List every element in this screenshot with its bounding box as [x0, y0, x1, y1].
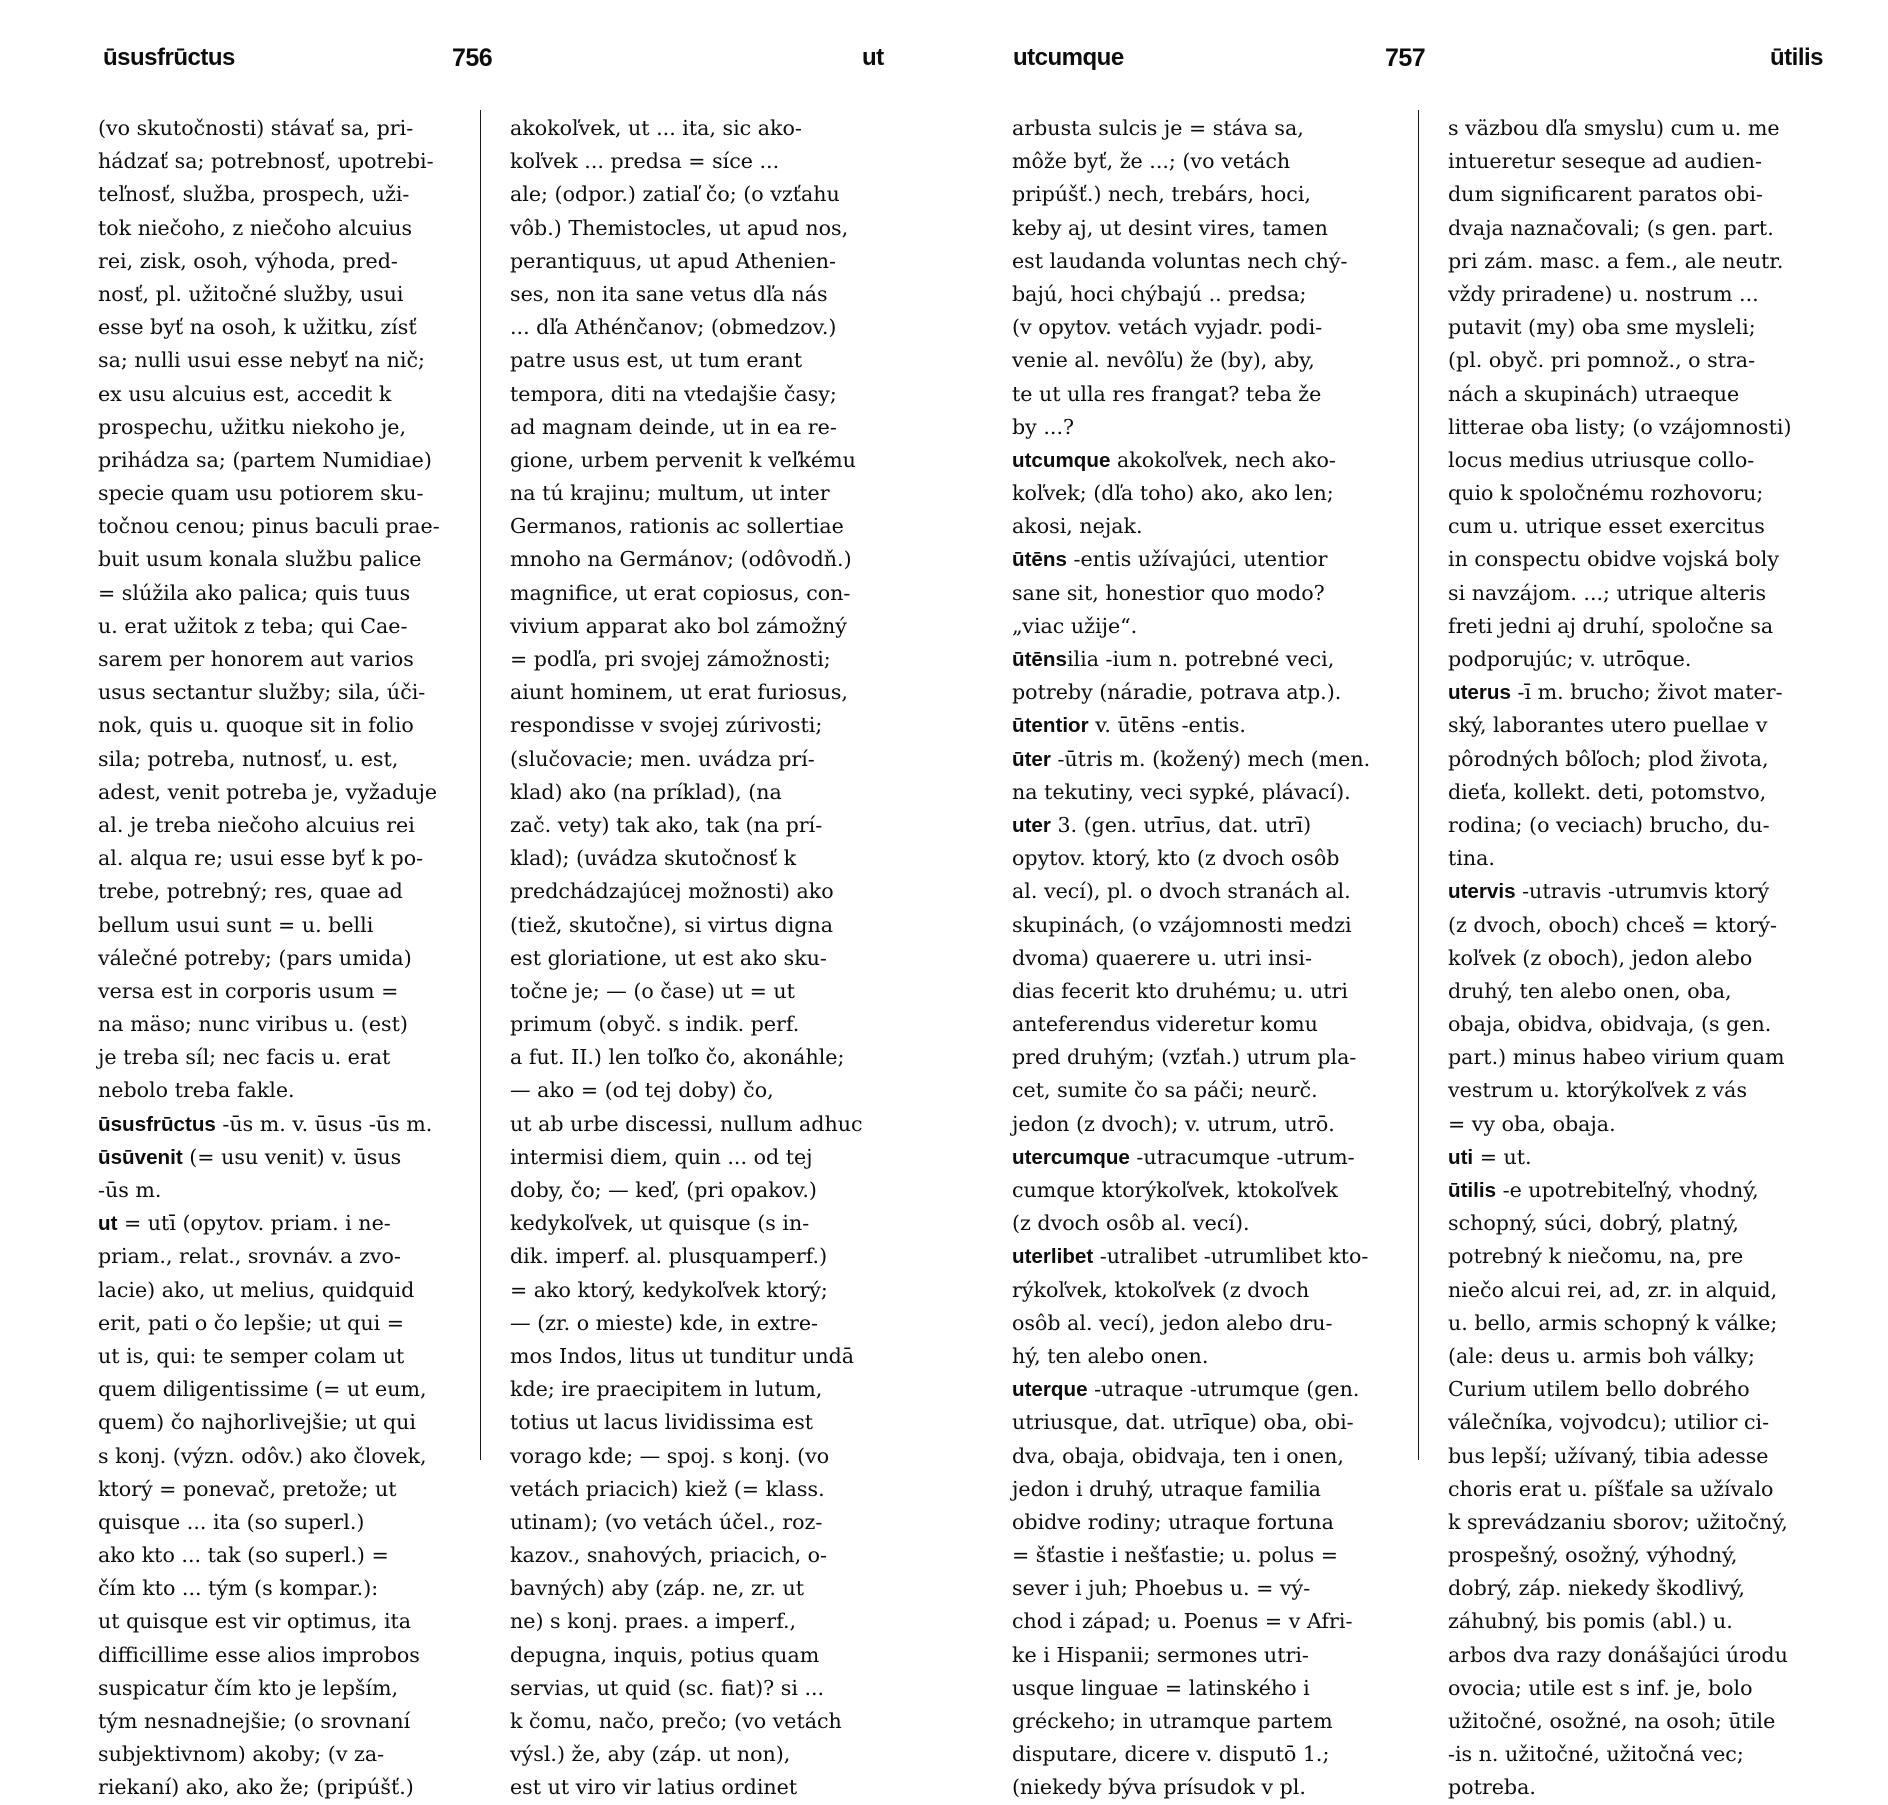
dictionary-line: depugna, inquis, potius quam	[510, 1642, 820, 1667]
dictionary-line: potreby (náradie, potrava atp.).	[1012, 680, 1342, 705]
dictionary-line: schopný, súci, dobrý, platný,	[1448, 1211, 1739, 1236]
dictionary-line: = slúžila ako palica; quis tuus	[98, 580, 411, 605]
dictionary-line: versa est in corporis usum =	[98, 978, 399, 1003]
dictionary-line: patre usus est, ut tum erant	[510, 348, 803, 373]
dictionary-line: erit, pati o čo lepšie; ut qui =	[98, 1310, 404, 1335]
dictionary-line: primum (obyč. s indik. perf.	[510, 1012, 800, 1037]
dictionary-line: te ut ulla res frangat? teba že	[1012, 381, 1322, 406]
headword: ūtēns	[1012, 548, 1067, 572]
dictionary-line: = ako ktorý, kedykoľvek ktorý;	[510, 1277, 828, 1302]
dictionary-line: dvoma) quaerere u. utri insi-	[1012, 945, 1312, 970]
dictionary-line: dik. imperf. al. plusquamperf.)	[510, 1244, 828, 1269]
dictionary-line: ut is, qui: te semper colam ut	[98, 1343, 405, 1368]
entry-text: (= usu venit) v. ūsus	[182, 1144, 402, 1169]
entry-text: = ut.	[1473, 1144, 1532, 1169]
dictionary-line: = šťastie i nešťastie; u. polus =	[1012, 1543, 1339, 1568]
dictionary-line	[1448, 875, 1843, 908]
dictionary-line	[1012, 1373, 1407, 1406]
column-2	[510, 112, 905, 1805]
dictionary-line: ke i Hispanii; sermones utri-	[1012, 1642, 1309, 1667]
dictionary-line	[1012, 809, 1407, 842]
entry-text: -utravis -utrumvis ktorý	[1515, 879, 1770, 904]
headword: uter	[1012, 813, 1051, 837]
dictionary-line: sarem per honorem aut varios	[98, 647, 414, 671]
dictionary-line	[98, 1108, 493, 1141]
dictionary-line: u. erat užitok z teba; qui Cae-	[98, 613, 408, 638]
dictionary-line: jedon (z dvoch); v. utrum, utrō.	[1012, 1111, 1335, 1136]
headword: ūtentior	[1012, 714, 1089, 738]
dictionary-line: nok, quis u. quoque sit in folio	[98, 713, 414, 738]
column-3	[1012, 112, 1407, 1805]
dictionary-line: quem) čo najhorlivejšie; ut qui	[98, 1410, 416, 1435]
dictionary-line: keby aj, ut desint vires, tamen	[1012, 215, 1328, 240]
dictionary-line: (tiež, skutočne), si virtus digna	[510, 912, 834, 937]
dictionary-line: ktorý = ponevač, pretože; ut	[98, 1476, 397, 1501]
dictionary-line: subjektivnom) akoby; (v za-	[98, 1742, 385, 1767]
dictionary-line: = vy oba, obaja.	[1448, 1111, 1616, 1136]
dictionary-line: na mäso; nunc viribus u. (est)	[98, 1012, 408, 1037]
dictionary-line	[98, 1207, 493, 1240]
headword: utcumque	[1012, 448, 1111, 472]
dictionary-line: klad); (uvádza skutočnosť k	[510, 846, 797, 871]
dictionary-line: výsl.) že, aby (záp. ut non),	[510, 1742, 791, 1767]
dictionary-line: pred druhým; (vzťah.) utrum pla-	[1012, 1045, 1357, 1070]
dictionary-line: ale; (odpor.) zatiaľ čo; (o vzťahu	[510, 182, 840, 207]
dictionary-line: trebe, potrebný; res, quae ad	[98, 879, 403, 904]
entry-text: -ī m. brucho; život mater-	[1510, 680, 1783, 705]
dictionary-line: u. bello, armis schopný k válke;	[1448, 1310, 1778, 1335]
dictionary-line: litterae oba listy; (o vzájomnosti)	[1448, 414, 1792, 439]
left-page-number: 756	[452, 44, 493, 72]
dictionary-line: servias, ut quid (sc. fiat)? si ...	[510, 1675, 825, 1700]
headword: ūtilis	[1448, 1179, 1497, 1202]
dictionary-line: disputare, dicere v. disputō 1.;	[1012, 1742, 1330, 1767]
dictionary-line: arbusta sulcis je = stáva sa,	[1012, 116, 1304, 140]
dictionary-line: chod i západ; u. Poenus = v Afri-	[1012, 1609, 1353, 1634]
dictionary-line: prospechu, užitku niekoho je,	[98, 414, 407, 439]
dictionary-line: kazov., snahových, priacich, o-	[510, 1543, 828, 1568]
dictionary-line: prihádza sa; (partem Numidiae)	[98, 447, 432, 472]
dictionary-line: mnoho na Germánov; (odôvodň.)	[510, 547, 852, 572]
dictionary-line: gréckeho; in utramque partem	[1012, 1709, 1333, 1733]
dictionary-line: dvaja naznačovali; (s gen. part.	[1448, 215, 1774, 240]
dictionary-line: quem diligentissime (= ut eum,	[98, 1377, 427, 1402]
dictionary-line: ský, laborantes utero puellae v	[1448, 713, 1768, 738]
dictionary-line: klad) ako (na príklad), (na	[510, 779, 782, 804]
dictionary-line: na tú krajinu; multum, ut inter	[510, 481, 830, 506]
dictionary-line: obidve rodiny; utraque fortuna	[1012, 1509, 1334, 1534]
entry-text: = utī (opytov. priam. i ne-	[117, 1211, 391, 1236]
dictionary-line: na tekutiny, veci sypké, plávací).	[1012, 779, 1351, 804]
dictionary-line: kde; ire praecipitem in lutum,	[510, 1377, 823, 1402]
dictionary-line: vorago kde; — spoj. s konj. (vo	[510, 1443, 830, 1468]
entry-text: v. ūtēns -entis.	[1088, 713, 1246, 738]
dictionary-line: ut quisque est vir optimus, ita	[98, 1609, 412, 1634]
dictionary-line: magnifice, ut erat copiosus, con-	[510, 580, 851, 605]
dictionary-line: skupinách, (o vzájomnosti medzi	[1012, 912, 1352, 937]
dictionary-line: akokoľvek, ut ... ita, sic ako-	[510, 116, 802, 140]
dictionary-line: (z dvoch osôb al. vecí).	[1012, 1211, 1250, 1236]
dictionary-line: ne) s konj. praes. a imperf.,	[510, 1609, 797, 1634]
dictionary-line: dieťa, kollekt. deti, potomstvo,	[1448, 779, 1767, 804]
dictionary-line: rodina; (o veciach) brucho, du-	[1448, 812, 1770, 837]
dictionary-line: usque linguae = latinského i	[1012, 1675, 1310, 1700]
entry-text: -utracumque -utrum-	[1129, 1144, 1355, 1169]
dictionary-line: (ale: deus u. armis boh války;	[1448, 1343, 1755, 1368]
dictionary-line: buit usum konala službu palice	[98, 547, 422, 572]
dictionary-line: rýkoľvek, ktokoľvek (z dvoch	[1012, 1277, 1310, 1302]
dictionary-line: ut ab urbe discessi, nullum adhuc	[510, 1111, 863, 1136]
left-guide-word-first: ūsusfrūctus	[103, 44, 235, 71]
dictionary-line: (pl. obyč. pri pomnož., o stra-	[1448, 348, 1756, 373]
entry-text: -utralibet -utrumlibet kto-	[1093, 1244, 1369, 1269]
dictionary-line: hý, ten alebo onen.	[1012, 1343, 1209, 1368]
right-guide-word-last: ūtilis	[1770, 44, 1824, 71]
dictionary-line: -ūs m.	[98, 1178, 162, 1202]
right-guide-word-first: utcumque	[1013, 44, 1124, 71]
headword: uterlibet	[1012, 1245, 1094, 1269]
dictionary-line: s konj. (význ. odôv.) ako človek,	[98, 1443, 427, 1468]
dictionary-line: utinam); (vo vetách účel., roz-	[510, 1509, 823, 1534]
dictionary-line: opytov. ktorý, kto (z dvoch osôb	[1012, 846, 1340, 871]
dictionary-line: ses, non ita sane vetus dľa nás	[510, 281, 828, 306]
dictionary-line: adest, venit potreba je, vyžaduje	[98, 779, 438, 804]
headword: uti	[1448, 1145, 1474, 1169]
dictionary-line: al. je treba niečoho alcuius rei	[98, 812, 415, 837]
headword: ūtēns	[1012, 648, 1067, 671]
dictionary-line: ad magnam deinde, ut in ea re-	[510, 414, 837, 439]
dictionary-line: utriusque, dat. utrīque) oba, obi-	[1012, 1410, 1354, 1435]
dictionary-line: jedon i druhý, utraque familia	[1012, 1476, 1321, 1501]
entry-text: -ūtris m. (kožený) mech (men.	[1050, 746, 1371, 771]
dictionary-line: nách a skupinách) utraeque	[1448, 381, 1740, 406]
dictionary-line: (v opytov. vetách vyjadr. podi-	[1012, 315, 1323, 340]
dictionary-line: dias fecerit kto druhému; u. utri	[1012, 978, 1348, 1003]
dictionary-line	[1012, 444, 1407, 477]
dictionary-line: točnou cenou; pinus baculi prae-	[98, 514, 440, 539]
dictionary-line	[1012, 643, 1407, 676]
dictionary-line: užitočné, osožné, na osoh; ūtile	[1448, 1709, 1776, 1733]
dictionary-line: dobrý, záp. niekedy škodlivý,	[1448, 1576, 1745, 1601]
dictionary-line: totius ut lacus lividissima est	[510, 1410, 814, 1435]
dictionary-line: druhý, ten alebo onen, oba,	[1448, 978, 1732, 1003]
dictionary-line: k čomu, načo, prečo; (vo vetách	[510, 1709, 842, 1733]
dictionary-line: arbos dva razy donášajúci úrodu	[1448, 1642, 1788, 1667]
dictionary-line: perantiquus, ut apud Athenien-	[510, 248, 837, 273]
dictionary-line: ovocia; utile est s inf. je, bolo	[1448, 1675, 1753, 1700]
dictionary-line: cet, sumite čo sa páči; neurč.	[1012, 1078, 1318, 1103]
dictionary-line: al. vecí), pl. o dvoch stranách al.	[1012, 879, 1351, 904]
dictionary-line: specie quam usu potiorem sku-	[98, 481, 424, 506]
headword: ūsusfrūctus	[98, 1112, 216, 1136]
dictionary-line: est gloriatione, ut est ako sku-	[510, 945, 827, 970]
dictionary-line: čím kto ... tým (s kompar.):	[98, 1576, 379, 1601]
dictionary-line: niečo alcui rei, ad, zr. in alquid,	[1448, 1277, 1778, 1302]
dictionary-line: nosť, pl. užitočné služby, usui	[98, 281, 404, 306]
dictionary-line: predchádzajúcej možnosti) ako	[510, 879, 834, 904]
dictionary-line: osôb al. vecí), jedon alebo dru-	[1012, 1310, 1333, 1335]
headword: ut	[98, 1212, 118, 1236]
dictionary-line: by ...?	[1012, 414, 1075, 439]
dictionary-line: choris erat u. píšťale sa užívalo	[1448, 1476, 1774, 1501]
dictionary-line	[1012, 743, 1407, 776]
dictionary-line: ... dľa Athénčanov; (obmedzov.)	[510, 315, 837, 340]
dictionary-line: est laudanda voluntas nech chý-	[1012, 248, 1348, 273]
column-4	[1448, 112, 1843, 1805]
dictionary-line: suspicatur čím kto je lepším,	[98, 1675, 399, 1700]
dictionary-line: difficillime esse alios improbos	[98, 1642, 420, 1667]
dictionary-line	[1012, 1240, 1407, 1273]
dictionary-line: Curium utilem bello dobrého	[1448, 1377, 1750, 1402]
dictionary-line: obaja, obidva, obidvaja, (s gen.	[1448, 1012, 1772, 1037]
dictionary-line: k sprevádzaniu sborov; užitočný,	[1448, 1509, 1788, 1534]
dictionary-line: riekaní) ako, ako že; (pripúšť.)	[98, 1775, 414, 1800]
dictionary-line: sila; potreba, nutnosť, u. est,	[98, 746, 399, 771]
column-1	[98, 112, 493, 1805]
dictionary-line: respondisse v svojej zúrivosti;	[510, 713, 823, 738]
dictionary-line: -is n. užitočné, užitočná vec;	[1448, 1742, 1744, 1767]
dictionary-line: freti jedni aj druhí, spoločne sa	[1448, 613, 1774, 638]
right-page-number: 757	[1385, 44, 1426, 72]
dictionary-line: točne je; — (o čase) ut = ut	[510, 978, 795, 1003]
entry-text: ilia -ium n. potrebné veci,	[1066, 647, 1335, 671]
dictionary-line: — ako = (od tej doby) čo,	[510, 1078, 774, 1103]
dictionary-line: gione, urbem pervenit k veľkému	[510, 447, 856, 472]
dictionary-line: vestrum u. ktorýkoľvek z vás	[1448, 1078, 1748, 1103]
dictionary-line: bavných) aby (záp. ne, zr. ut	[510, 1576, 805, 1601]
headword: ūter	[1012, 747, 1051, 771]
dictionary-line: doby, čo; — keď, (pri opakov.)	[510, 1178, 817, 1202]
dictionary-line: cum u. utrique esset exercitus	[1448, 514, 1765, 539]
dictionary-line	[98, 1141, 493, 1174]
dictionary-line: pripúšť.) nech, trebárs, hoci,	[1012, 182, 1311, 207]
dictionary-line: anteferendus videretur komu	[1012, 1012, 1318, 1037]
dictionary-line: locus medius utriusque collo-	[1448, 447, 1755, 472]
dictionary-line: part.) minus habeo virium quam	[1448, 1045, 1785, 1070]
dictionary-line: ex usu alcuius est, accedit k	[98, 381, 392, 406]
dictionary-line: válečné potreby; (pars umida)	[98, 945, 412, 970]
dictionary-line	[1448, 676, 1843, 709]
dictionary-line: tempora, diti na vtedajšie časy;	[510, 381, 837, 406]
dictionary-line: usus sectantur služby; sila, úči-	[98, 680, 426, 705]
dictionary-line: prospešný, osožný, výhodný,	[1448, 1543, 1738, 1568]
dictionary-line: sane sit, honestior quo modo?	[1012, 580, 1325, 605]
dictionary-line: tým nesnadnejšie; (o srovnaní	[98, 1709, 411, 1733]
dictionary-line: si navzájom. ...; utrique alteris	[1448, 580, 1767, 605]
dictionary-line: lacie) ako, ut melius, quidquid	[98, 1277, 415, 1302]
dictionary-line: záhubný, bis pomis (abl.) u.	[1448, 1609, 1733, 1634]
dictionary-line: môže byť, že ...; (vo vetách	[1012, 149, 1291, 174]
dictionary-line: quisque ... ita (so superl.)	[98, 1509, 365, 1534]
dictionary-line: teľnosť, služba, prospech, uži-	[98, 182, 410, 207]
dictionary-line: kedykoľvek, ut quisque (s in-	[510, 1211, 810, 1236]
dictionary-line: aiunt hominem, ut erat furiosus,	[510, 680, 848, 705]
dictionary-line: putavit (my) oba sme mysleli;	[1448, 315, 1756, 340]
entry-text: -e upotrebiteľný, vhodný,	[1496, 1178, 1759, 1202]
entry-text: 3. (gen. utrīus, dat. utrī)	[1050, 812, 1312, 837]
dictionary-line: = podľa, pri svojej zámožnosti;	[510, 647, 831, 671]
dictionary-line: intueretur seseque ad audien-	[1448, 149, 1762, 174]
dictionary-line: pôrodných bôľoch; plod života,	[1448, 746, 1769, 771]
dictionary-line: dva, obaja, obidvaja, ten i onen,	[1012, 1443, 1344, 1468]
dictionary-line: — (zr. o mieste) kde, in extre-	[510, 1310, 818, 1335]
dictionary-line: vetách priacich) kiež (= klass.	[510, 1476, 825, 1501]
headword: utercumque	[1012, 1145, 1130, 1169]
dictionary-line: esse byť na osoh, k užitku, zísť	[98, 315, 417, 340]
entry-text: -ūs m. v. ūsus -ūs m.	[215, 1111, 433, 1136]
dictionary-line: je treba síl; nec facis u. erat	[98, 1045, 391, 1070]
dictionary-line: potreba.	[1448, 1775, 1536, 1800]
dictionary-line: zač. vety) tak ako, tak (na prí-	[510, 812, 823, 837]
dictionary-line: in conspectu obidve vojská boly	[1448, 547, 1779, 572]
dictionary-line: (vo skutočnosti) stávať sa, pri-	[98, 116, 414, 140]
dictionary-line: cumque ktorýkoľvek, ktokoľvek	[1012, 1178, 1338, 1202]
dictionary-line: pri zám. masc. a fem., ale neutr.	[1448, 248, 1784, 273]
headword: ūsūvenit	[98, 1145, 183, 1169]
dictionary-line	[1012, 1141, 1407, 1174]
dictionary-line: al. alqua re; usui esse byť k po-	[98, 846, 424, 871]
dictionary-line	[1448, 1141, 1843, 1174]
left-guide-word-last: ut	[862, 44, 884, 71]
dictionary-line	[1012, 709, 1407, 742]
dictionary-line	[1012, 543, 1407, 576]
dictionary-line: Germanos, rationis ac sollertiae	[510, 514, 844, 539]
dictionary-line: (niekedy býva prísudok v pl.	[1012, 1775, 1306, 1800]
dictionary-line: intermisi diem, quin ... od tej	[510, 1144, 813, 1169]
headword: uterus	[1448, 681, 1511, 705]
dictionary-line: sa; nulli usui esse nebyť na nič;	[98, 348, 425, 373]
dictionary-line: vivium apparat ako bol zámožný	[510, 613, 847, 638]
dictionary-line: priam., relat., srovnáv. a zvo-	[98, 1244, 401, 1269]
dictionary-line: bajú, hoci chýbajú .. predsa;	[1012, 281, 1307, 306]
right-page-column-rule	[1418, 110, 1419, 1460]
dictionary-line: dum significarent paratos obi-	[1448, 182, 1763, 207]
headword: utervis	[1448, 880, 1516, 904]
dictionary-line: sever i juh; Phoebus u. = vý-	[1012, 1576, 1311, 1601]
dictionary-line: koľvek (z oboch), jedon alebo	[1448, 945, 1753, 970]
dictionary-line: est ut viro vir latius ordinet	[510, 1775, 798, 1800]
dictionary-line: nebolo treba fakle.	[98, 1078, 295, 1103]
dictionary-line: vždy priradene) u. nostrum ...	[1448, 281, 1759, 306]
dictionary-line: vôb.) Themistocles, ut apud nos,	[510, 215, 849, 240]
dictionary-line: a fut. II.) len toľko čo, akonáhle;	[510, 1045, 845, 1070]
dictionary-line: podporujúc; v. utrōque.	[1448, 647, 1692, 671]
entry-text: -utraque -utrumque (gen.	[1087, 1377, 1360, 1402]
dictionary-line: akosi, nejak.	[1012, 514, 1143, 539]
dictionary-line: válečníka, vojvodcu); utilior ci-	[1448, 1410, 1770, 1435]
dictionary-line: quio k spoločnému rozhovoru;	[1448, 481, 1764, 506]
dictionary-line: s väzbou dľa smyslu) cum u. me	[1448, 116, 1780, 140]
dictionary-line: rei, zisk, osoh, výhoda, pred-	[98, 248, 398, 273]
dictionary-line: tina.	[1448, 846, 1495, 871]
dictionary-line: ako kto ... tak (so superl.) =	[98, 1543, 389, 1568]
dictionary-line: koľvek; (dľa toho) ako, ako len;	[1012, 481, 1334, 506]
dictionary-line: bellum usui sunt = u. belli	[98, 912, 374, 937]
dictionary-line: (slučovacie; men. uvádza prí-	[510, 746, 815, 771]
headword: uterque	[1012, 1378, 1088, 1402]
dictionary-line: tok niečoho, z niečoho alcuius	[98, 215, 413, 240]
dictionary-line: (z dvoch, oboch) chceš = ktorý-	[1448, 912, 1777, 937]
dictionary-line: potrebný k niečomu, na, pre	[1448, 1244, 1744, 1269]
dictionary-line	[1448, 1174, 1843, 1207]
dictionary-line: venie al. nevôľu) že (by), aby,	[1012, 348, 1315, 373]
dictionary-line: mos Indos, litus ut tunditur undā	[510, 1343, 855, 1368]
dictionary-line: hádzať sa; potrebnosť, upotrebi-	[98, 149, 434, 174]
entry-text: -entis užívajúci, utentior	[1066, 547, 1328, 572]
dictionary-line: koľvek ... predsa = síce ...	[510, 149, 780, 174]
entry-text: akokoľvek, nech ako-	[1110, 447, 1336, 472]
dictionary-line: „viac užije“.	[1012, 613, 1138, 638]
dictionary-line: bus lepší; užívaný, tibia adesse	[1448, 1443, 1769, 1468]
